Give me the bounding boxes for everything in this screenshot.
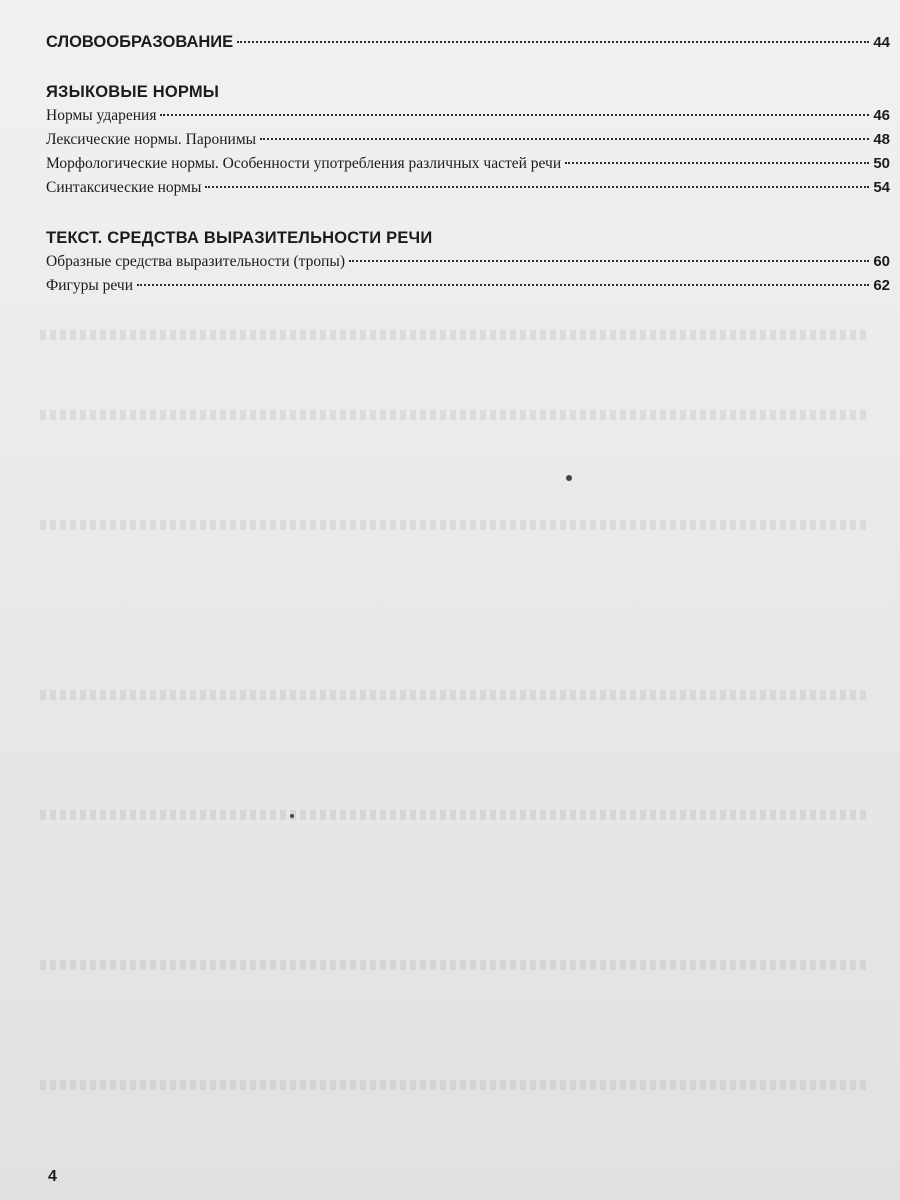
bleed-through-texture: [40, 960, 870, 970]
toc-entry: [46, 128, 890, 152]
toc-entry-label: Нормы ударения: [46, 107, 157, 124]
bleed-through-texture: [40, 690, 870, 700]
toc-entry-label: Образные средства выразительности (тропы): [46, 253, 345, 270]
toc-entry-page: 46: [873, 107, 890, 124]
dot-leader: [137, 284, 869, 286]
toc-entry-page: 54: [873, 179, 890, 196]
bleed-through-texture: [40, 810, 870, 820]
toc-entry: [46, 30, 890, 54]
dot-leader: [237, 41, 869, 43]
page-number: 4: [48, 1168, 57, 1185]
toc-entry-label: Лексические нормы. Паронимы: [46, 131, 257, 148]
toc-entry: [46, 104, 890, 128]
table-of-contents: [46, 30, 890, 324]
toc-entry-page: 62: [873, 277, 890, 294]
toc-entry-label: Синтаксические нормы: [46, 179, 202, 196]
toc-entry-label: Фигуры речи: [46, 277, 134, 294]
dot-leader: [349, 260, 869, 262]
toc-entry: [46, 250, 890, 274]
toc-section: [46, 80, 890, 200]
bleed-through-texture: [40, 520, 870, 530]
toc-entry: [46, 274, 890, 298]
dot-leader: [260, 138, 869, 140]
dot-leader: [565, 162, 869, 164]
toc-entry-page: 48: [873, 131, 890, 148]
toc-entry-page: 50: [873, 155, 890, 172]
bleed-through-texture: [40, 330, 870, 340]
toc-entry: [46, 176, 890, 200]
toc-entry-label: СЛОВООБРАЗОВАНИЕ: [46, 33, 234, 51]
dot-leader: [205, 186, 869, 188]
bleed-through-texture: [40, 1080, 870, 1090]
section-heading: ТЕКСТ. СРЕДСТВА ВЫРАЗИТЕЛЬНОСТИ РЕЧИ: [46, 229, 433, 247]
dot-leader: [160, 114, 869, 116]
ink-dot: [566, 475, 572, 481]
toc-section: [46, 30, 890, 54]
bleed-through-texture: [40, 410, 870, 420]
ink-dot: [290, 814, 294, 818]
toc-entry: [46, 152, 890, 176]
toc-entry-page: 44: [873, 34, 890, 51]
toc-entry-label: Морфологические нормы. Особенности употребления различных частей речи: [46, 155, 562, 172]
section-heading: ЯЗЫКОВЫЕ НОРМЫ: [46, 83, 220, 101]
toc-entry-page: 60: [873, 253, 890, 270]
toc-section: [46, 226, 890, 298]
